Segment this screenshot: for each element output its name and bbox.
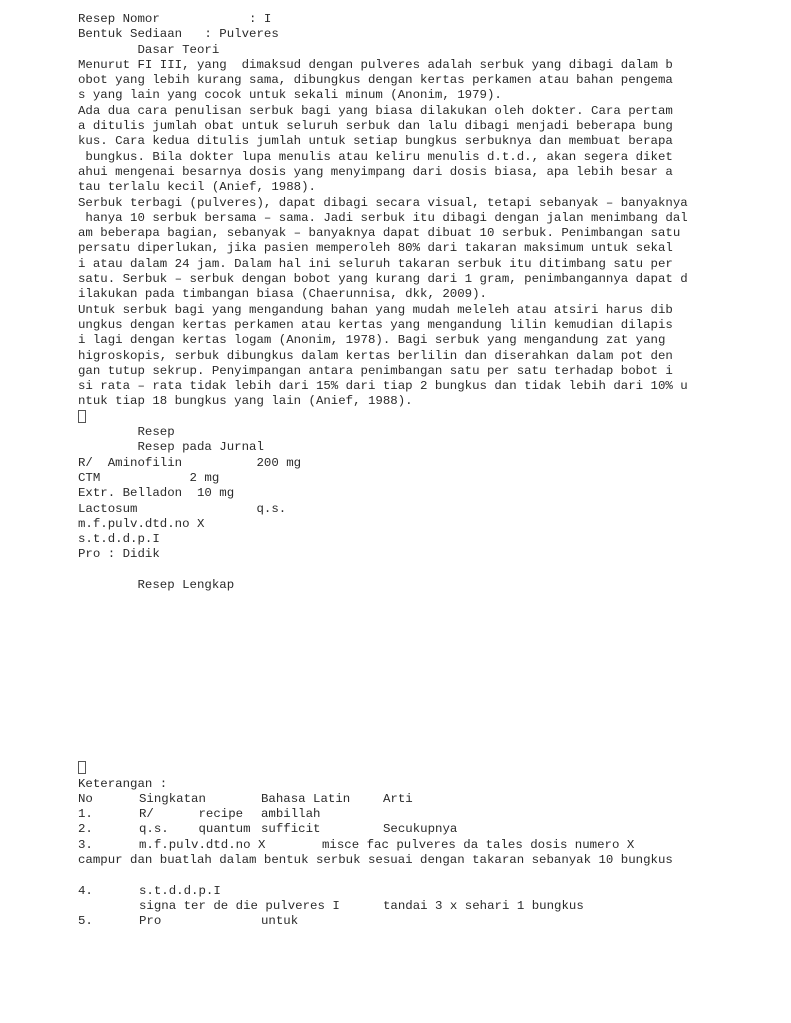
text-line: si rata – rata tidak lebih dari 15% dari tiap 2 bungkus dan tidak lebih dari 10% u <box>78 379 688 394</box>
text-line: bungkus. Bila dokter lupa menulis atau keliru menulis d.t.d., akan segera diket <box>78 149 673 164</box>
table-row: 5. Pro untuk <box>78 914 299 929</box>
resep-line: Lactosum q.s. <box>78 501 287 516</box>
resep-line: Extr. Belladon 10 mg <box>78 486 235 501</box>
bentuk-sediaan: Bentuk Sediaan : Pulveres <box>78 27 279 42</box>
missing-glyph-box <box>78 410 778 425</box>
col-latin: Bahasa Latin <box>261 791 351 806</box>
missing-glyph-icon <box>78 761 86 774</box>
dasar-teori-heading: Dasar Teori <box>78 42 220 57</box>
text-line: satu. Serbuk – serbuk dengan bobot yang kurang dari 1 gram, penimbangannya dapat d <box>78 272 688 287</box>
resep-line: R/ Aminofilin 200 mg <box>78 455 302 470</box>
text-line: am beberapa bagian, sebanyak – banyaknya dapat dibuat 10 serbuk. Penimbangan satu <box>78 226 681 241</box>
resep-line: m.f.pulv.dtd.no X <box>78 516 205 531</box>
text-line: ungkus dengan kertas perkamen atau kertas yang mengandung lilin kemudian dilapis <box>78 317 673 332</box>
text-line: ntuk tiap 18 bungkus yang lain (Anief, 1988). <box>78 394 413 409</box>
missing-glyph-icon <box>78 410 86 423</box>
col-arti: Arti <box>383 791 413 806</box>
text-line: higroskopis, serbuk dibungkus dalam kertas berlilin dan diserahkan dalam pot den <box>78 348 673 363</box>
document-page <box>78 12 778 930</box>
text-line: hanya 10 serbuk bersama – sama. Jadi serbuk itu dibagi dengan jalan menimbang dal <box>78 210 688 225</box>
table-row: signa ter de die pulveres I tandai 3 x sehari 1 bungkus <box>139 898 584 913</box>
blank-space <box>78 593 778 761</box>
text-line: Untuk serbuk bagi yang mengandung bahan yang mudah meleleh atau atsiri harus dib <box>78 302 673 317</box>
text-line: i lagi dengan kertas logam (Anonim, 1978). Bagi serbuk yang mengandung zat yang <box>78 333 666 348</box>
text-line: Serbuk terbagi (pulveres), dapat dibagi secara visual, tetapi sebanyak – banyaknya <box>78 195 688 210</box>
text-line: Ada dua cara penulisan serbuk bagi yang biasa dilakukan oleh dokter. Cara pertam <box>78 103 673 118</box>
table-header <box>78 792 778 807</box>
table-row-continuation: campur dan buatlah dalam bentuk serbuk sesuai dengan takaran sebanyak 10 bungkus <box>78 853 673 868</box>
text-line: Menurut FI III, yang dimaksud dengan pulveres adalah serbuk yang dibagi dalam b <box>78 57 673 72</box>
text-line: kus. Cara kedua ditulis jumlah untuk setiap bungkus serbuknya dan membuat berapa <box>78 134 673 149</box>
col-no: No <box>78 791 93 806</box>
table-row: 3. m.f.pulv.dtd.no X misce fac pulveres da tales dosis numero X <box>78 837 635 852</box>
text-line: ilakukan pada timbangan biasa (Chaerunnisa, dkk, 2009). <box>78 287 487 302</box>
keterangan-heading: Keterangan : <box>78 776 168 791</box>
table-row: 1. R/ recipe ambillah <box>78 807 321 822</box>
text-line: tau terlalu kecil (Anief, 1988). <box>78 180 316 195</box>
resep-line: Pro : Didik <box>78 547 160 562</box>
resep-line: CTM 2 mg <box>78 470 220 485</box>
resep-nomor: Resep Nomor : I <box>78 12 272 26</box>
table-row: 4. s.t.d.d.p.I <box>78 883 221 898</box>
resep-lengkap-heading: Resep Lengkap <box>78 577 235 592</box>
text-line: ahui mengenai besarnya dosis yang menyimpang dari dosis biasa, apa lebih besar a <box>78 164 673 179</box>
dasar-teori-body <box>78 58 778 410</box>
col-singkatan: Singkatan <box>139 791 206 806</box>
resep-line: s.t.d.d.p.I <box>78 532 160 547</box>
text-line: gan tutup sekrup. Penyimpangan antara penimbangan satu per satu terhadap bobot i <box>78 363 673 378</box>
text-line: obot yang lebih kurang sama, dibungkus dengan kertas perkamen atau bahan pengema <box>78 73 673 88</box>
missing-glyph-box <box>78 761 778 776</box>
resep-heading: Resep <box>78 425 175 440</box>
text-line: s yang lain yang cocok untuk sekali minum (Anonim, 1979). <box>78 88 502 103</box>
text-line: i atau dalam 24 jam. Dalam hal ini seluruh takaran serbuk itu ditimbang satu per <box>78 256 673 271</box>
resep-jurnal-heading: Resep pada Jurnal <box>78 440 264 455</box>
text-line: a ditulis jumlah obat untuk seluruh serbuk dan lalu dibagi menjadi beberapa bung <box>78 119 673 134</box>
table-row: 2. q.s. quantum sufficit Secukupnya <box>78 822 458 837</box>
text-line: persatu diperlukan, jika pasien memperoleh 80% dari takaran maksimum untuk sekal <box>78 241 673 256</box>
